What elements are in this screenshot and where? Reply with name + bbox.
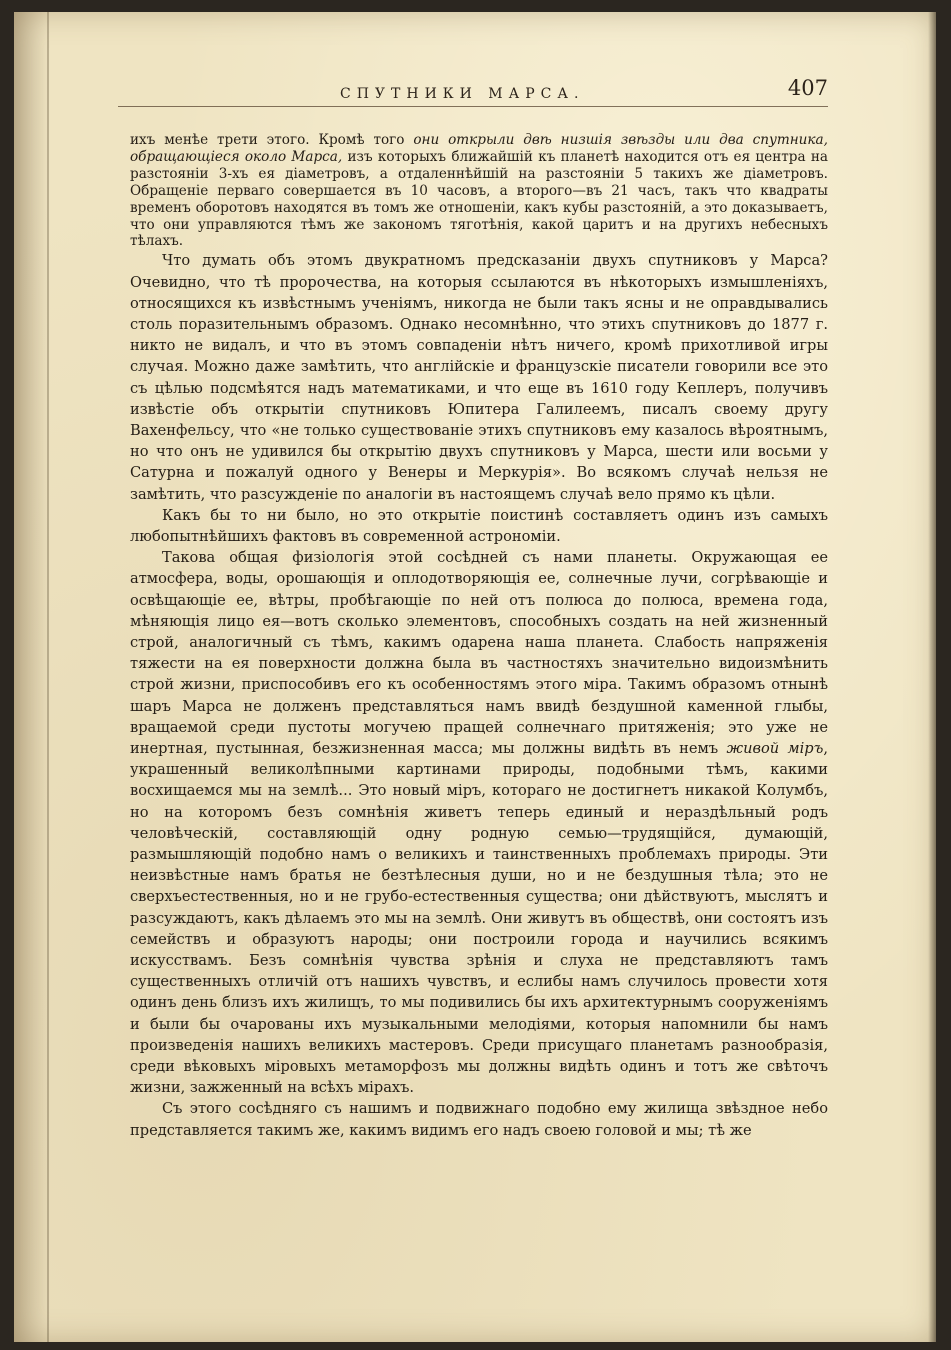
paragraph-4-start: Такова общая физіологія этой сосѣдней съ нами планеты. Окружающая ее атмосфера, воды, орошающія и оплодотворяющія ее, солнечные лучи, согрѣвающіе и освѣщающіе ее, вѣтры, пробѣгающіе по ней отъ полюса до полюса, времена года, мѣняющія лицо ея—вотъ сколько элементовъ, способныхъ создать на ней жизненный строй, аналогичный съ тѣмъ, какимъ одарена наша планета. Слабость напряженія тяжести на ея поверхности должна была въ частностяхъ значительно видоизмѣнить строй жизни, приспособивъ его къ особенностямъ этого міра. Такимъ образомъ отнынѣ шаръ Марса не долженъ представляться намъ ввидѣ бездушной каменной глыбы, вращаемой среди пустоты могучею пращей солнечнаго притяженія; это уже не инертная, пустынная, безжизненная масса; мы должны видѣть въ немъ: [130, 549, 828, 758]
paragraph-1: [130, 132, 828, 250]
paragraph-1-start: ихъ менѣе трети этого. Кромѣ того: [130, 132, 414, 148]
page-edge-shadow: [928, 12, 936, 1342]
paragraph-1-end: изъ которыхъ ближайшій къ планетѣ находится отъ ея центра на разстояніи 3-хъ ея діаметровъ, а отдаленнѣйшій на разстояніи 5 такихъ же діаметровъ. Обращеніе перваго совершается въ 10 часовъ, а второго—въ 21 часъ, такъ что квадраты временъ оборотовъ находятся въ томъ же отношеніи, какъ кубы разстояній, а это доказываетъ, что они управляются тѣмъ же закономъ тяготѣнія, какой царитъ и на другихъ небесныхъ тѣлахъ.: [130, 148, 829, 250]
paragraph-3: Какъ бы то ни было, но это открытіе поистинѣ составляетъ одинъ изъ самыхъ любопытнѣйшихъ фактовъ въ современной астрономіи.: [130, 506, 828, 545]
paragraph-2: Что думать объ этомъ двукратномъ предсказаніи двухъ спутниковъ у Марса? Очевидно, что тѣ пророчества, на которыя ссылаются въ нѣкоторыхъ измышленіяхъ, относящихся къ извѣстнымъ ученіямъ, никогда не были такъ ясны и не оправдывались столь поразительнымъ образомъ. Однако несомнѣнно, что этихъ спутниковъ до 1877 г. никто не видалъ, и что въ этомъ совпаденіи нѣтъ ничего, кромѣ прихотливой игры случая. Можно даже замѣтить, что англійскіе и французскіе писатели говорили все это съ цѣлью подсмѣятся надъ математиками, и что еще въ 1610 году Кеплеръ, получивъ извѣстіе объ открытіи спутниковъ Юпитера Галилеемъ, писалъ своему другу Вахенфельсу, что «не только существованіе этихъ спутниковъ ему казалось вѣроятнымъ, но что онъ не удивился бы открытію двухъ спутниковъ у Марса, шести или восьми у Сатурна и пожалуй одного у Венеры и Меркурія». Во всякомъ случаѣ нельзя не замѣтить, что разсужденіе по аналогіи въ настоящемъ случаѣ вело прямо къ цѣли.: [130, 252, 828, 503]
running-title: СПУТНИКИ МАРСА.: [340, 86, 585, 102]
page-number: 407: [787, 76, 828, 100]
paragraph-5: Съ этого сосѣдняго съ нашимъ и подвижнаго подобно ему жилища звѣздное небо представляется такимъ же, какимъ видимъ его надъ своею головой и мы; тѣ же: [130, 1100, 828, 1139]
body-text: [130, 132, 828, 1141]
paragraph-1-italic: они открыли двѣ низшія звѣзды или два спутника, обращающіеся около Марса,: [130, 132, 828, 165]
paragraph-4-end: , украшенный великолѣпными картинами природы, подобными тѣмъ, какими восхищаемся мы на землѣ... Это новый міръ, котораго не достигнетъ никакой Колумбъ, но на которомъ безъ сомнѣнія живетъ теперь единый и нераздѣльный родъ человѣческій, составляющій одну родную семью—трудящійся, думающій, размышляющій подобно намъ о великихъ и таинственныхъ проблемахъ природы. Эти неизвѣстные намъ братья не безтѣлесныя души, но и не бездушныя тѣла; это не сверхъестественныя, но и не грубо-естественныя существа; они дѣйствуютъ, мыслятъ и разсуждаютъ, какъ дѣлаемъ это мы на землѣ. Они живутъ въ обществѣ, они состоятъ изъ семействъ и образуютъ народы; они построили города и научились всякимъ искусствамъ. Безъ сомнѣнія чувства зрѣнія и слуха не представляютъ тамъ существенныхъ отличій отъ нашихъ чувствъ, и еслибы намъ случилось провести хотя одинъ день близъ ихъ жилищъ, то мы подивились бы ихъ архитектурнымъ сооруженіямъ и были бы очарованы ихъ музыкальными мелодіями, которыя напомнили бы намъ произведенія нашихъ великихъ мастеровъ. Среди присущаго планетамъ разнообразія, среди вѣковыхъ міровыхъ метаморфозъ мы должны видѣть одинъ и тотъ же свѣточъ жизни, зажженный на всѣхъ мірахъ.: [130, 740, 828, 1097]
paragraph-4: [130, 547, 828, 1098]
page-header: [118, 72, 828, 107]
page-gutter: [47, 12, 49, 1342]
book-page: [14, 12, 936, 1342]
paragraph-4-italic: живой міръ: [726, 740, 824, 758]
